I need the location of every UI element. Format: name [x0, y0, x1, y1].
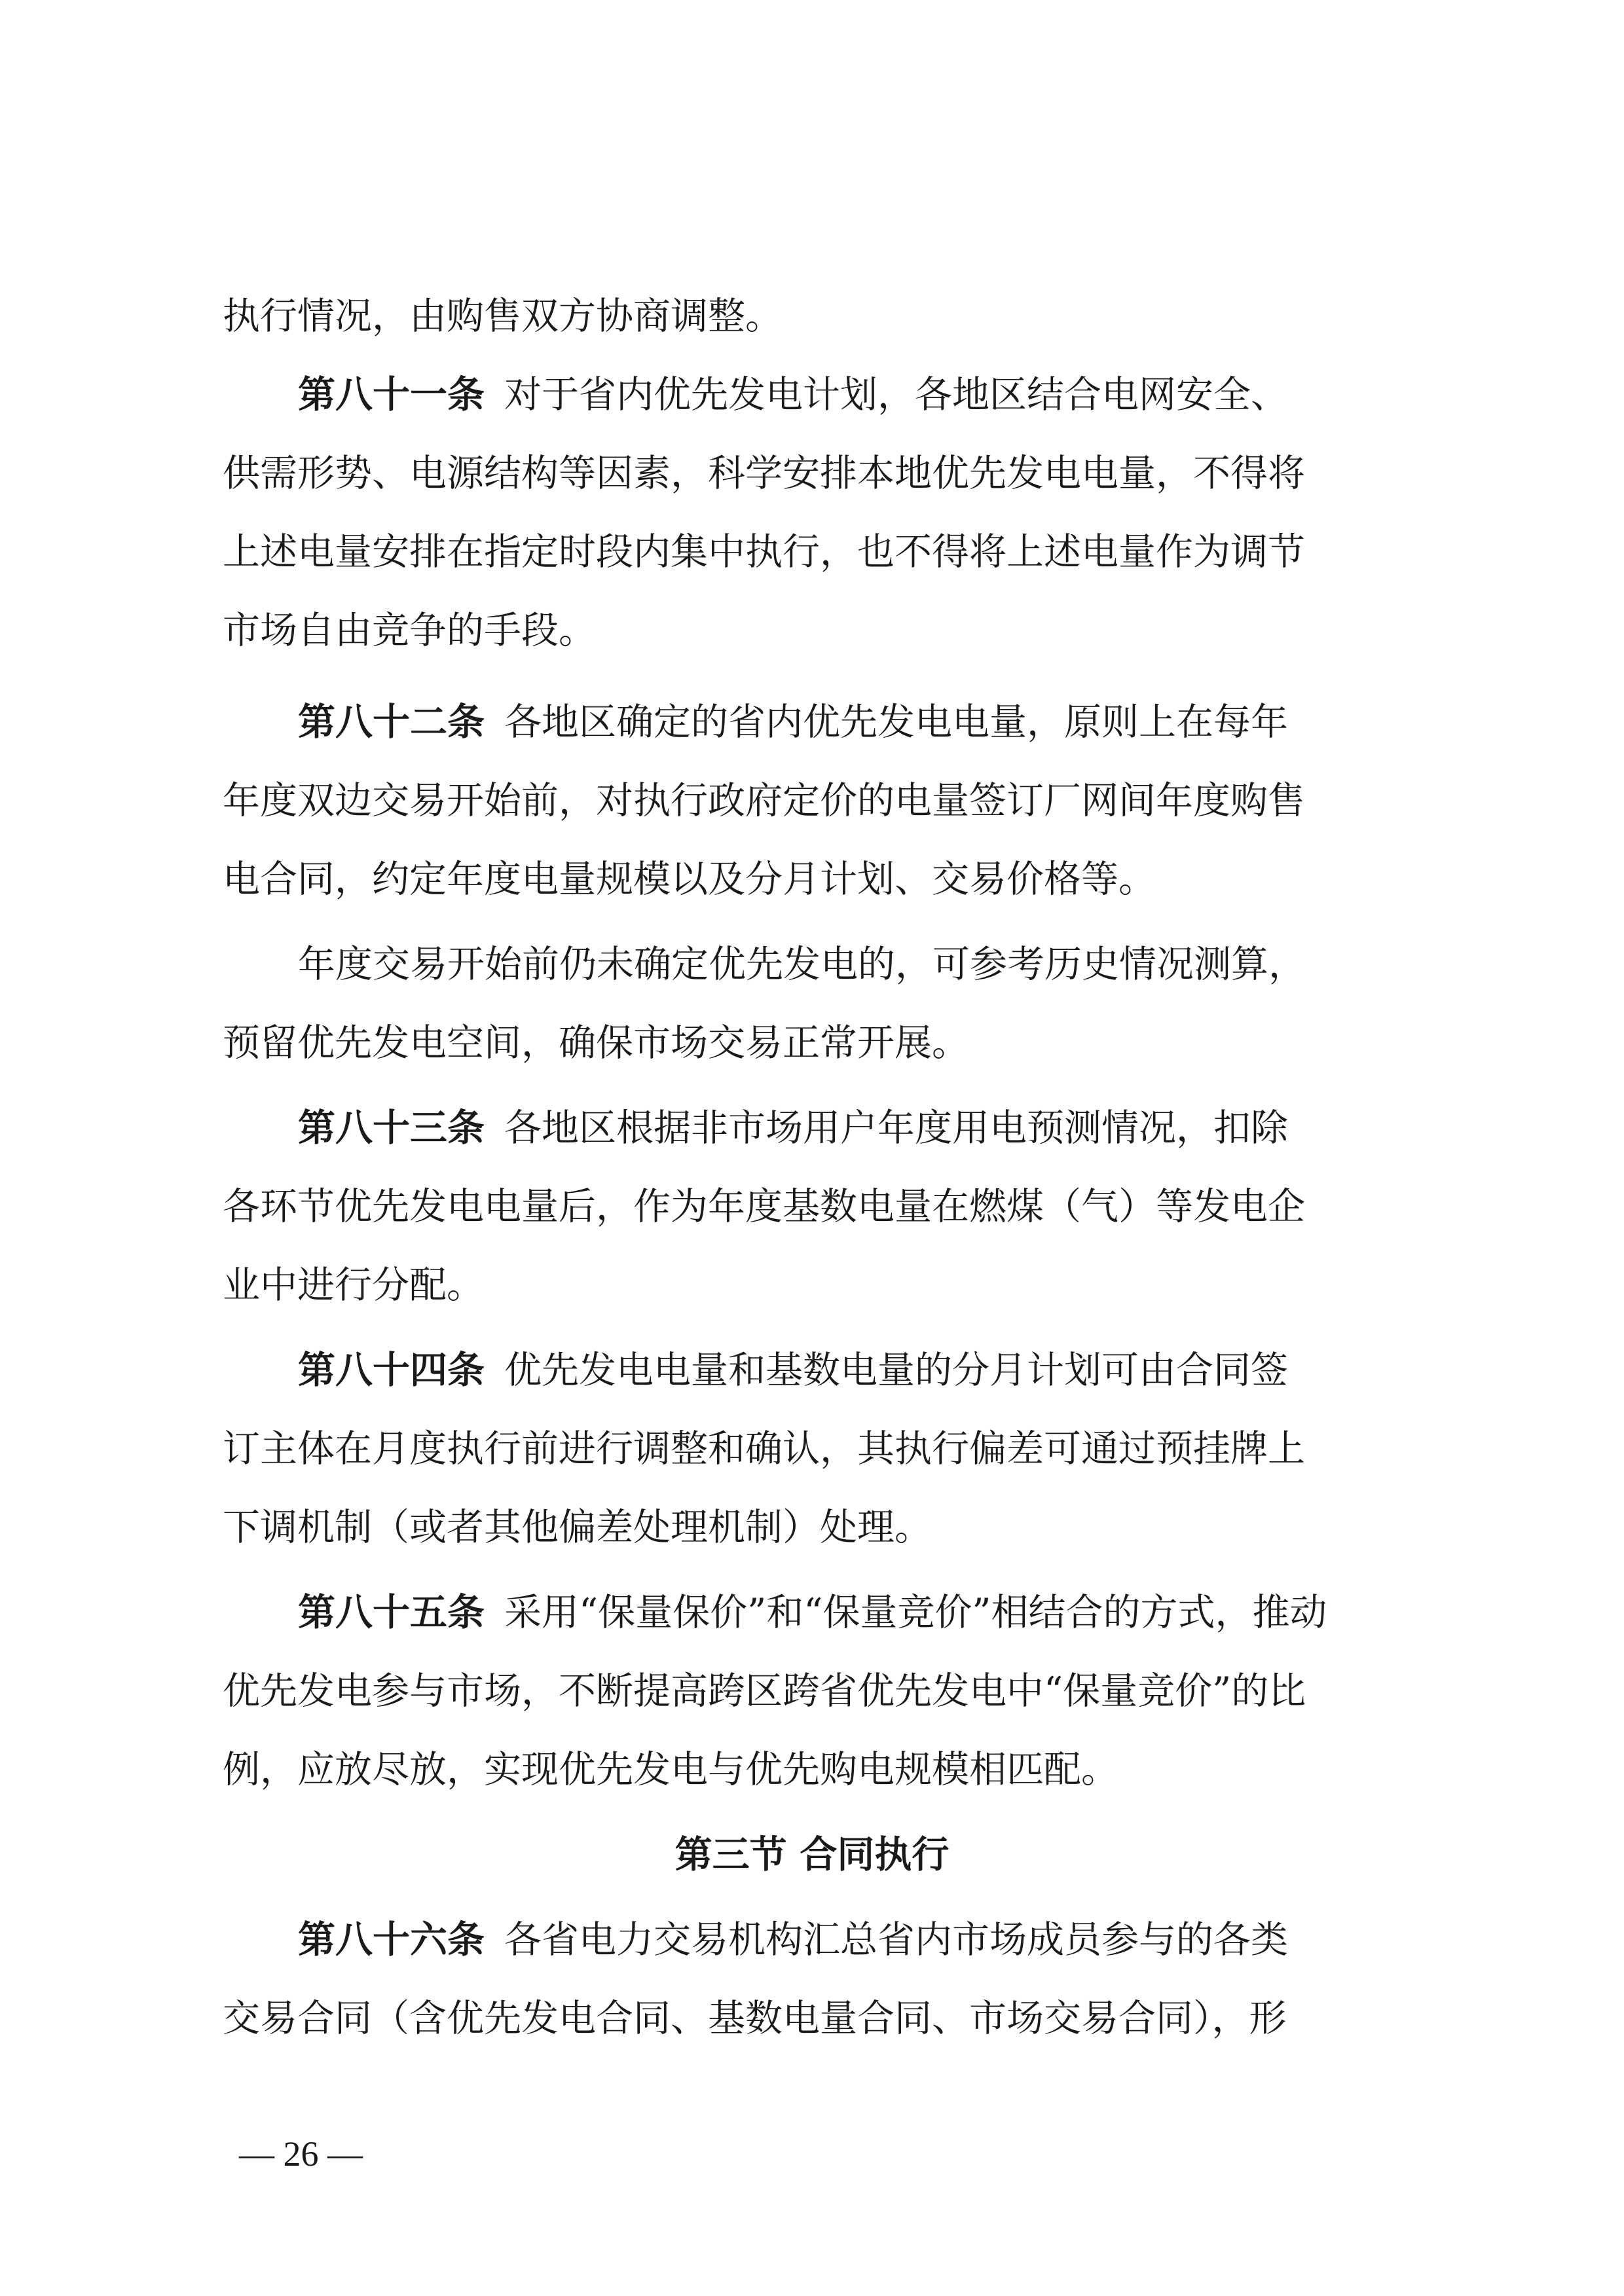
- article-85-label: 第八十五条: [298, 1590, 485, 1634]
- article-82-label: 第八十二条: [298, 700, 485, 744]
- paragraph-line: 各环节优先发电电量后，作为年度基数电量在燃煤（气）等发电企: [223, 1185, 1305, 1228]
- paragraph-line: 订主体在月度执行前进行调整和确认，其执行偏差可通过预挂牌上: [223, 1427, 1305, 1470]
- article-83-text: 各地区根据非市场用户年度用电预测情况，扣除: [504, 1106, 1288, 1150]
- article-86-text: 各省电力交易机构汇总省内市场成员参与的各类: [504, 1918, 1288, 1961]
- paragraph-line: 供需形势、电源结构等因素，科学安排本地优先发电电量，不得将: [223, 452, 1305, 495]
- paragraph-line: 例，应放尽放，实现优先发电与优先购电规模相匹配。: [223, 1748, 1118, 1791]
- paragraph-line: 业中进行分配。: [223, 1264, 484, 1307]
- article-83-line-1: [298, 1089, 1401, 1167]
- article-82-line-1: [298, 683, 1401, 761]
- paragraph-line: 年度交易开始前仍未确定优先发电的，可参考历史情况测算，: [298, 943, 1306, 986]
- paragraph-line: 年度双边交易开始前，对执行政府定价的电量签订厂网间年度购售: [223, 779, 1305, 822]
- paragraph-line: 交易合同（含优先发电合同、基数电量合同、市场交易合同），形: [223, 1997, 1287, 2040]
- section-heading: 第三节 合同执行: [674, 1832, 950, 1876]
- paragraph-line: 市场自由竞争的手段。: [223, 609, 596, 652]
- paragraph-line: 执行情况，由购售双方协商调整。: [223, 295, 783, 338]
- article-84-label: 第八十四条: [298, 1348, 485, 1392]
- article-83-label: 第八十三条: [298, 1106, 485, 1150]
- paragraph-line: 优先发电参与市场，不断提高跨区跨省优先发电中“保量竞价”的比: [223, 1669, 1306, 1713]
- article-84-text: 优先发电电量和基数电量的分月计划可由合同签: [504, 1349, 1288, 1392]
- article-84-line-1: [298, 1331, 1401, 1410]
- article-85-text: 采用“保量保价”和“保量竞价”相结合的方式，推动: [504, 1591, 1327, 1634]
- article-86-line-1: [298, 1901, 1401, 1979]
- paragraph-line: 下调机制（或者其他偏差处理机制）处理。: [223, 1506, 932, 1549]
- paragraph-line: 上述电量安排在指定时段内集中执行，也不得将上述电量作为调节: [223, 530, 1305, 574]
- article-81-line-1: [298, 355, 1401, 434]
- article-81-label: 第八十一条: [298, 373, 485, 416]
- article-86-label: 第八十六条: [298, 1918, 485, 1961]
- article-81-text: 对于省内优先发电计划，各地区结合电网安全、: [504, 373, 1288, 416]
- paragraph-line: 预留优先发电空间，确保市场交易正常开展。: [223, 1021, 969, 1065]
- article-82-text: 各地区确定的省内优先发电电量，原则上在每年: [504, 701, 1288, 744]
- page-number: — 26 —: [239, 2134, 363, 2174]
- paragraph-line: 电合同，约定年度电量规模以及分月计划、交易价格等。: [223, 858, 1156, 901]
- article-85-line-1: [298, 1573, 1401, 1652]
